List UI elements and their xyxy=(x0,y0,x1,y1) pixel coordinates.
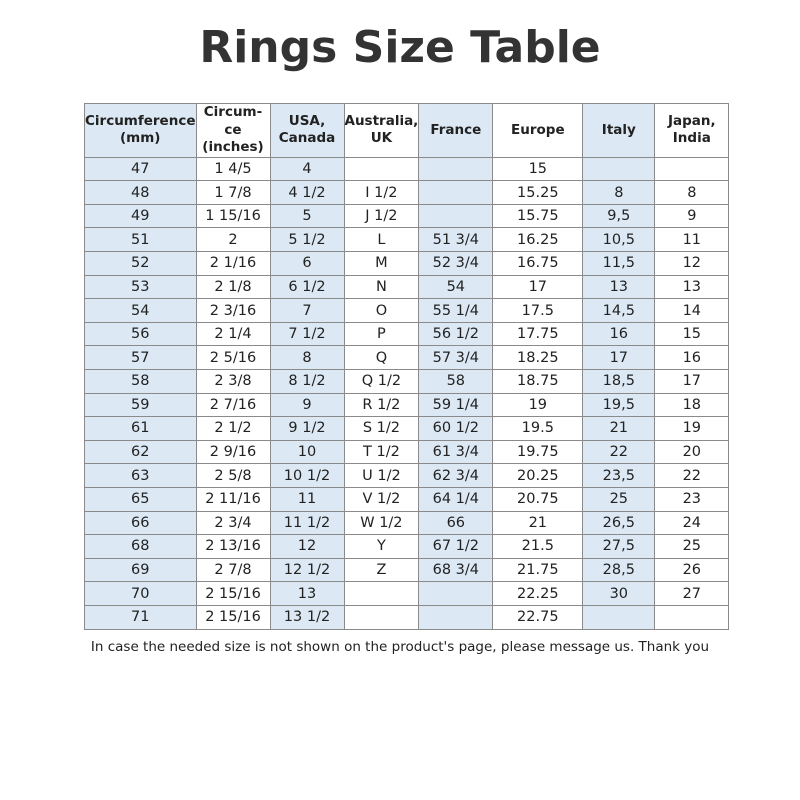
cell-france: 58 xyxy=(419,369,493,393)
column-header-line: Europe xyxy=(511,121,565,138)
cell-circumference-inches: 2 1/8 xyxy=(196,275,270,299)
cell-europe: 22.75 xyxy=(493,605,583,629)
cell-circumference-inches: 2 7/8 xyxy=(196,558,270,582)
cell-europe: 20.25 xyxy=(493,464,583,488)
cell-circumference-mm: 53 xyxy=(85,275,197,299)
table-row xyxy=(85,417,729,441)
cell-australia-uk: Y xyxy=(344,535,419,559)
column-header-line: Japan, xyxy=(667,112,716,129)
cell-circumference-mm: 51 xyxy=(85,228,197,252)
table-row xyxy=(85,558,729,582)
cell-france: 62 3/4 xyxy=(419,464,493,488)
column-header-australia-uk xyxy=(344,104,419,158)
cell-italy: 17 xyxy=(583,346,655,370)
column-header-line: Australia, xyxy=(344,112,419,129)
cell-japan-india: 26 xyxy=(655,558,729,582)
cell-circumference-mm: 65 xyxy=(85,487,197,511)
cell-circumference-inches: 1 15/16 xyxy=(196,204,270,228)
cell-circumference-mm: 63 xyxy=(85,464,197,488)
cell-japan-india: 12 xyxy=(655,252,729,276)
cell-usa-canada: 6 1/2 xyxy=(270,275,344,299)
cell-usa-canada: 9 1/2 xyxy=(270,417,344,441)
cell-circumference-inches: 2 15/16 xyxy=(196,582,270,606)
table-row xyxy=(85,464,729,488)
column-header-line: (mm) xyxy=(120,130,161,147)
cell-france: 60 1/2 xyxy=(419,417,493,441)
cell-australia-uk: Q 1/2 xyxy=(344,369,419,393)
table-row xyxy=(85,252,729,276)
column-header-line: France xyxy=(430,121,482,138)
cell-australia-uk xyxy=(344,605,419,629)
cell-japan-india xyxy=(655,157,729,181)
table-row xyxy=(85,440,729,464)
cell-australia-uk: S 1/2 xyxy=(344,417,419,441)
cell-circumference-inches: 2 13/16 xyxy=(196,535,270,559)
table-row xyxy=(85,204,729,228)
cell-europe: 18.25 xyxy=(493,346,583,370)
table-row xyxy=(85,275,729,299)
cell-france: 66 xyxy=(419,511,493,535)
cell-italy: 23,5 xyxy=(583,464,655,488)
cell-europe: 15.75 xyxy=(493,204,583,228)
cell-italy: 22 xyxy=(583,440,655,464)
cell-france xyxy=(419,605,493,629)
cell-europe: 21.5 xyxy=(493,535,583,559)
cell-france: 56 1/2 xyxy=(419,322,493,346)
column-header-line: UK xyxy=(370,130,393,147)
cell-japan-india: 17 xyxy=(655,369,729,393)
cell-usa-canada: 4 1/2 xyxy=(270,181,344,205)
cell-italy: 19,5 xyxy=(583,393,655,417)
cell-australia-uk xyxy=(344,157,419,181)
cell-circumference-inches: 2 3/8 xyxy=(196,369,270,393)
cell-circumference-inches: 2 1/2 xyxy=(196,417,270,441)
cell-europe: 19.75 xyxy=(493,440,583,464)
cell-usa-canada: 13 xyxy=(270,582,344,606)
cell-australia-uk: V 1/2 xyxy=(344,487,419,511)
column-header-italy xyxy=(583,104,655,158)
table-row xyxy=(85,299,729,323)
column-header-japan-india xyxy=(655,104,729,158)
cell-circumference-mm: 61 xyxy=(85,417,197,441)
cell-italy: 21 xyxy=(583,417,655,441)
cell-australia-uk: I 1/2 xyxy=(344,181,419,205)
cell-europe: 16.25 xyxy=(493,228,583,252)
cell-circumference-inches: 2 15/16 xyxy=(196,605,270,629)
cell-italy: 18,5 xyxy=(583,369,655,393)
cell-circumference-mm: 59 xyxy=(85,393,197,417)
cell-japan-india: 14 xyxy=(655,299,729,323)
column-header-line: Circumference xyxy=(85,112,196,129)
cell-australia-uk: R 1/2 xyxy=(344,393,419,417)
cell-france xyxy=(419,157,493,181)
cell-italy xyxy=(583,605,655,629)
cell-italy: 13 xyxy=(583,275,655,299)
cell-usa-canada: 10 xyxy=(270,440,344,464)
cell-france: 68 3/4 xyxy=(419,558,493,582)
table-row xyxy=(85,511,729,535)
table-row xyxy=(85,605,729,629)
table-row xyxy=(85,181,729,205)
column-header-line: India xyxy=(672,130,711,147)
cell-japan-india: 11 xyxy=(655,228,729,252)
cell-circumference-mm: 69 xyxy=(85,558,197,582)
cell-japan-india: 24 xyxy=(655,511,729,535)
cell-australia-uk: Z xyxy=(344,558,419,582)
cell-japan-india: 23 xyxy=(655,487,729,511)
cell-france: 64 1/4 xyxy=(419,487,493,511)
cell-japan-india: 16 xyxy=(655,346,729,370)
cell-usa-canada: 8 xyxy=(270,346,344,370)
cell-france: 51 3/4 xyxy=(419,228,493,252)
cell-circumference-inches: 2 1/16 xyxy=(196,252,270,276)
cell-japan-india: 19 xyxy=(655,417,729,441)
cell-europe: 17 xyxy=(493,275,583,299)
cell-europe: 19.5 xyxy=(493,417,583,441)
cell-france: 59 1/4 xyxy=(419,393,493,417)
cell-italy: 27,5 xyxy=(583,535,655,559)
cell-circumference-mm: 48 xyxy=(85,181,197,205)
cell-france: 61 3/4 xyxy=(419,440,493,464)
cell-australia-uk: Q xyxy=(344,346,419,370)
cell-italy: 10,5 xyxy=(583,228,655,252)
cell-france: 52 3/4 xyxy=(419,252,493,276)
cell-circumference-inches: 2 5/8 xyxy=(196,464,270,488)
column-header-circumference-inches xyxy=(196,104,270,158)
cell-circumference-mm: 52 xyxy=(85,252,197,276)
cell-circumference-inches: 1 7/8 xyxy=(196,181,270,205)
cell-usa-canada: 6 xyxy=(270,252,344,276)
cell-circumference-inches: 2 3/4 xyxy=(196,511,270,535)
cell-japan-india: 9 xyxy=(655,204,729,228)
cell-italy: 28,5 xyxy=(583,558,655,582)
cell-circumference-mm: 66 xyxy=(85,511,197,535)
column-header-usa-canada xyxy=(270,104,344,158)
cell-france: 67 1/2 xyxy=(419,535,493,559)
column-header-circumference-mm xyxy=(85,104,197,158)
cell-circumference-mm: 62 xyxy=(85,440,197,464)
cell-australia-uk: M xyxy=(344,252,419,276)
cell-france: 57 3/4 xyxy=(419,346,493,370)
cell-usa-canada: 7 1/2 xyxy=(270,322,344,346)
cell-usa-canada: 4 xyxy=(270,157,344,181)
table-row xyxy=(85,228,729,252)
cell-australia-uk: P xyxy=(344,322,419,346)
cell-australia-uk: T 1/2 xyxy=(344,440,419,464)
cell-usa-canada: 12 xyxy=(270,535,344,559)
cell-circumference-inches: 2 3/16 xyxy=(196,299,270,323)
cell-italy: 25 xyxy=(583,487,655,511)
cell-france: 54 xyxy=(419,275,493,299)
cell-japan-india: 13 xyxy=(655,275,729,299)
cell-circumference-mm: 57 xyxy=(85,346,197,370)
table-header-row xyxy=(85,104,729,158)
table-row xyxy=(85,535,729,559)
cell-circumference-inches: 1 4/5 xyxy=(196,157,270,181)
cell-usa-canada: 9 xyxy=(270,393,344,417)
cell-australia-uk: U 1/2 xyxy=(344,464,419,488)
cell-europe: 22.25 xyxy=(493,582,583,606)
cell-circumference-inches: 2 9/16 xyxy=(196,440,270,464)
cell-europe: 21.75 xyxy=(493,558,583,582)
cell-australia-uk xyxy=(344,582,419,606)
table-row xyxy=(85,369,729,393)
cell-italy: 16 xyxy=(583,322,655,346)
cell-japan-india: 20 xyxy=(655,440,729,464)
column-header-line: Canada xyxy=(278,130,336,147)
cell-australia-uk: J 1/2 xyxy=(344,204,419,228)
cell-italy: 30 xyxy=(583,582,655,606)
cell-france: 55 1/4 xyxy=(419,299,493,323)
cell-usa-canada: 10 1/2 xyxy=(270,464,344,488)
cell-circumference-mm: 54 xyxy=(85,299,197,323)
cell-japan-india: 18 xyxy=(655,393,729,417)
cell-circumference-inches: 2 5/16 xyxy=(196,346,270,370)
cell-usa-canada: 12 1/2 xyxy=(270,558,344,582)
table-row xyxy=(85,393,729,417)
cell-europe: 21 xyxy=(493,511,583,535)
cell-circumference-inches: 2 7/16 xyxy=(196,393,270,417)
cell-circumference-mm: 71 xyxy=(85,605,197,629)
table-row xyxy=(85,157,729,181)
cell-france xyxy=(419,181,493,205)
column-header-line: USA, xyxy=(288,112,326,129)
cell-circumference-inches: 2 xyxy=(196,228,270,252)
cell-circumference-mm: 58 xyxy=(85,369,197,393)
cell-circumference-inches: 2 1/4 xyxy=(196,322,270,346)
table-row xyxy=(85,346,729,370)
column-header-line: Italy xyxy=(601,121,636,138)
cell-usa-canada: 8 1/2 xyxy=(270,369,344,393)
cell-usa-canada: 11 xyxy=(270,487,344,511)
cell-italy: 9,5 xyxy=(583,204,655,228)
cell-circumference-mm: 56 xyxy=(85,322,197,346)
cell-france xyxy=(419,204,493,228)
table-row xyxy=(85,322,729,346)
cell-europe: 15.25 xyxy=(493,181,583,205)
cell-italy xyxy=(583,157,655,181)
table-row xyxy=(85,582,729,606)
cell-circumference-mm: 68 xyxy=(85,535,197,559)
cell-japan-india: 27 xyxy=(655,582,729,606)
column-header-line: (inches) xyxy=(202,139,264,156)
cell-europe: 17.5 xyxy=(493,299,583,323)
cell-italy: 8 xyxy=(583,181,655,205)
column-header-france xyxy=(419,104,493,158)
column-header-europe xyxy=(493,104,583,158)
cell-europe: 15 xyxy=(493,157,583,181)
table-body xyxy=(85,157,729,629)
page-title: Rings Size Table xyxy=(199,22,601,73)
cell-usa-canada: 5 1/2 xyxy=(270,228,344,252)
cell-japan-india: 22 xyxy=(655,464,729,488)
cell-europe: 20.75 xyxy=(493,487,583,511)
cell-usa-canada: 7 xyxy=(270,299,344,323)
cell-australia-uk: O xyxy=(344,299,419,323)
cell-japan-india xyxy=(655,605,729,629)
cell-europe: 18.75 xyxy=(493,369,583,393)
cell-usa-canada: 5 xyxy=(270,204,344,228)
cell-circumference-mm: 70 xyxy=(85,582,197,606)
column-header-line: Circum-ce xyxy=(203,104,263,138)
cell-europe: 16.75 xyxy=(493,252,583,276)
cell-australia-uk: L xyxy=(344,228,419,252)
cell-japan-india: 25 xyxy=(655,535,729,559)
ring-size-table xyxy=(84,103,729,630)
cell-australia-uk: N xyxy=(344,275,419,299)
table-row xyxy=(85,487,729,511)
cell-france xyxy=(419,582,493,606)
cell-circumference-mm: 49 xyxy=(85,204,197,228)
cell-europe: 19 xyxy=(493,393,583,417)
cell-circumference-mm: 47 xyxy=(85,157,197,181)
cell-usa-canada: 11 1/2 xyxy=(270,511,344,535)
cell-japan-india: 15 xyxy=(655,322,729,346)
footnote: In case the needed size is not shown on the product's page, please message us. Thank you xyxy=(90,639,710,655)
cell-japan-india: 8 xyxy=(655,181,729,205)
cell-usa-canada: 13 1/2 xyxy=(270,605,344,629)
cell-italy: 26,5 xyxy=(583,511,655,535)
cell-europe: 17.75 xyxy=(493,322,583,346)
cell-australia-uk: W 1/2 xyxy=(344,511,419,535)
cell-italy: 14,5 xyxy=(583,299,655,323)
cell-italy: 11,5 xyxy=(583,252,655,276)
cell-circumference-inches: 2 11/16 xyxy=(196,487,270,511)
